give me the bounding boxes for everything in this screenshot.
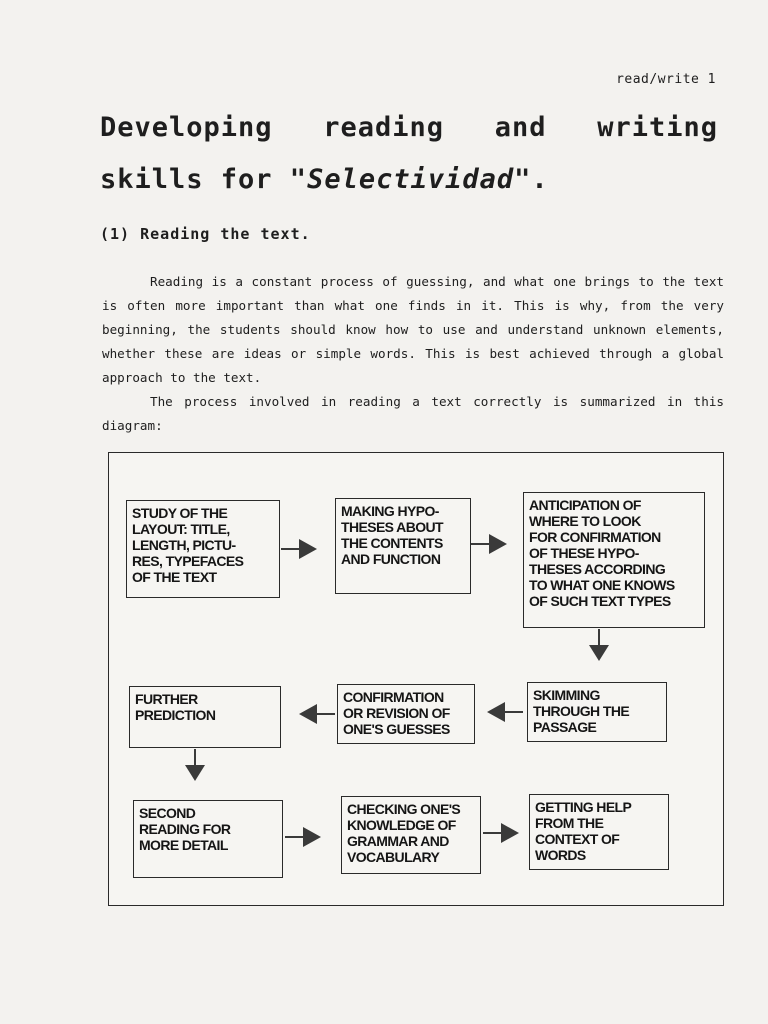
title-line-2 [100,154,720,206]
box-making-hypotheses: MAKING HYPO- THESES ABOUT THE CONTENTS AND FUNCTION [335,498,471,594]
reading-process-diagram [108,452,724,906]
title-line2-suffix: ". [514,164,549,195]
arrow-left-icon [299,704,335,724]
section-heading: (1) Reading the text. [100,225,311,243]
paragraph-2: The process involved in reading a text correctly is summarized in this diagram: [102,394,724,433]
page-label: read/write 1 [616,72,716,87]
box-study-layout: STUDY OF THE LAYOUT: TITLE, LENGTH, PICTU- RES, TYPEFACES OF THE TEXT [126,500,280,598]
box-checking-knowledge: CHECKING ONE'S KNOWLEDGE OF GRAMMAR AND VOCABULARY [341,796,481,874]
arrow-left-icon [487,702,523,722]
title-word-3: and [494,112,547,143]
box-second-reading: SECOND READING FOR MORE DETAIL [133,800,283,878]
box-confirmation: CONFIRMATION OR REVISION OF ONE'S GUESSES [337,684,475,744]
document-title [100,102,720,206]
box-further-prediction: FURTHER PREDICTION [129,686,281,748]
box-anticipation: ANTICIPATION OF WHERE TO LOOK FOR CONFIRMATION OF THESE HYPO- THESES ACCORDING TO WHAT ONE KNOWS OF SUCH TEXT TYPES [523,492,705,628]
arrow-down-icon [185,749,205,781]
arrow-down-icon [589,629,609,661]
title-line-1 [100,102,718,154]
title-word-4: writing [597,112,718,143]
arrow-right-icon [281,539,317,559]
arrow-right-icon [483,823,519,843]
title-word-1: Developing [100,112,273,143]
body-text [102,270,724,438]
arrow-right-icon [285,827,321,847]
title-word-2: reading [323,112,445,143]
title-line2-prefix: skills for " [100,164,308,195]
arrow-right-icon [471,534,507,554]
title-selectividad: Selectividad [307,164,515,195]
box-getting-help: GETTING HELP FROM THE CONTEXT OF WORDS [529,794,669,870]
box-skimming: SKIMMING THROUGH THE PASSAGE [527,682,667,742]
paragraph-1: Reading is a constant process of guessing, and what one brings to the text is often more important than what one finds in it. This is why, from the very beginning, the students should know how to use and understand unknown elements, whether these are ideas or simple words. This is best achieved through a global approach to the text. [102,274,724,385]
